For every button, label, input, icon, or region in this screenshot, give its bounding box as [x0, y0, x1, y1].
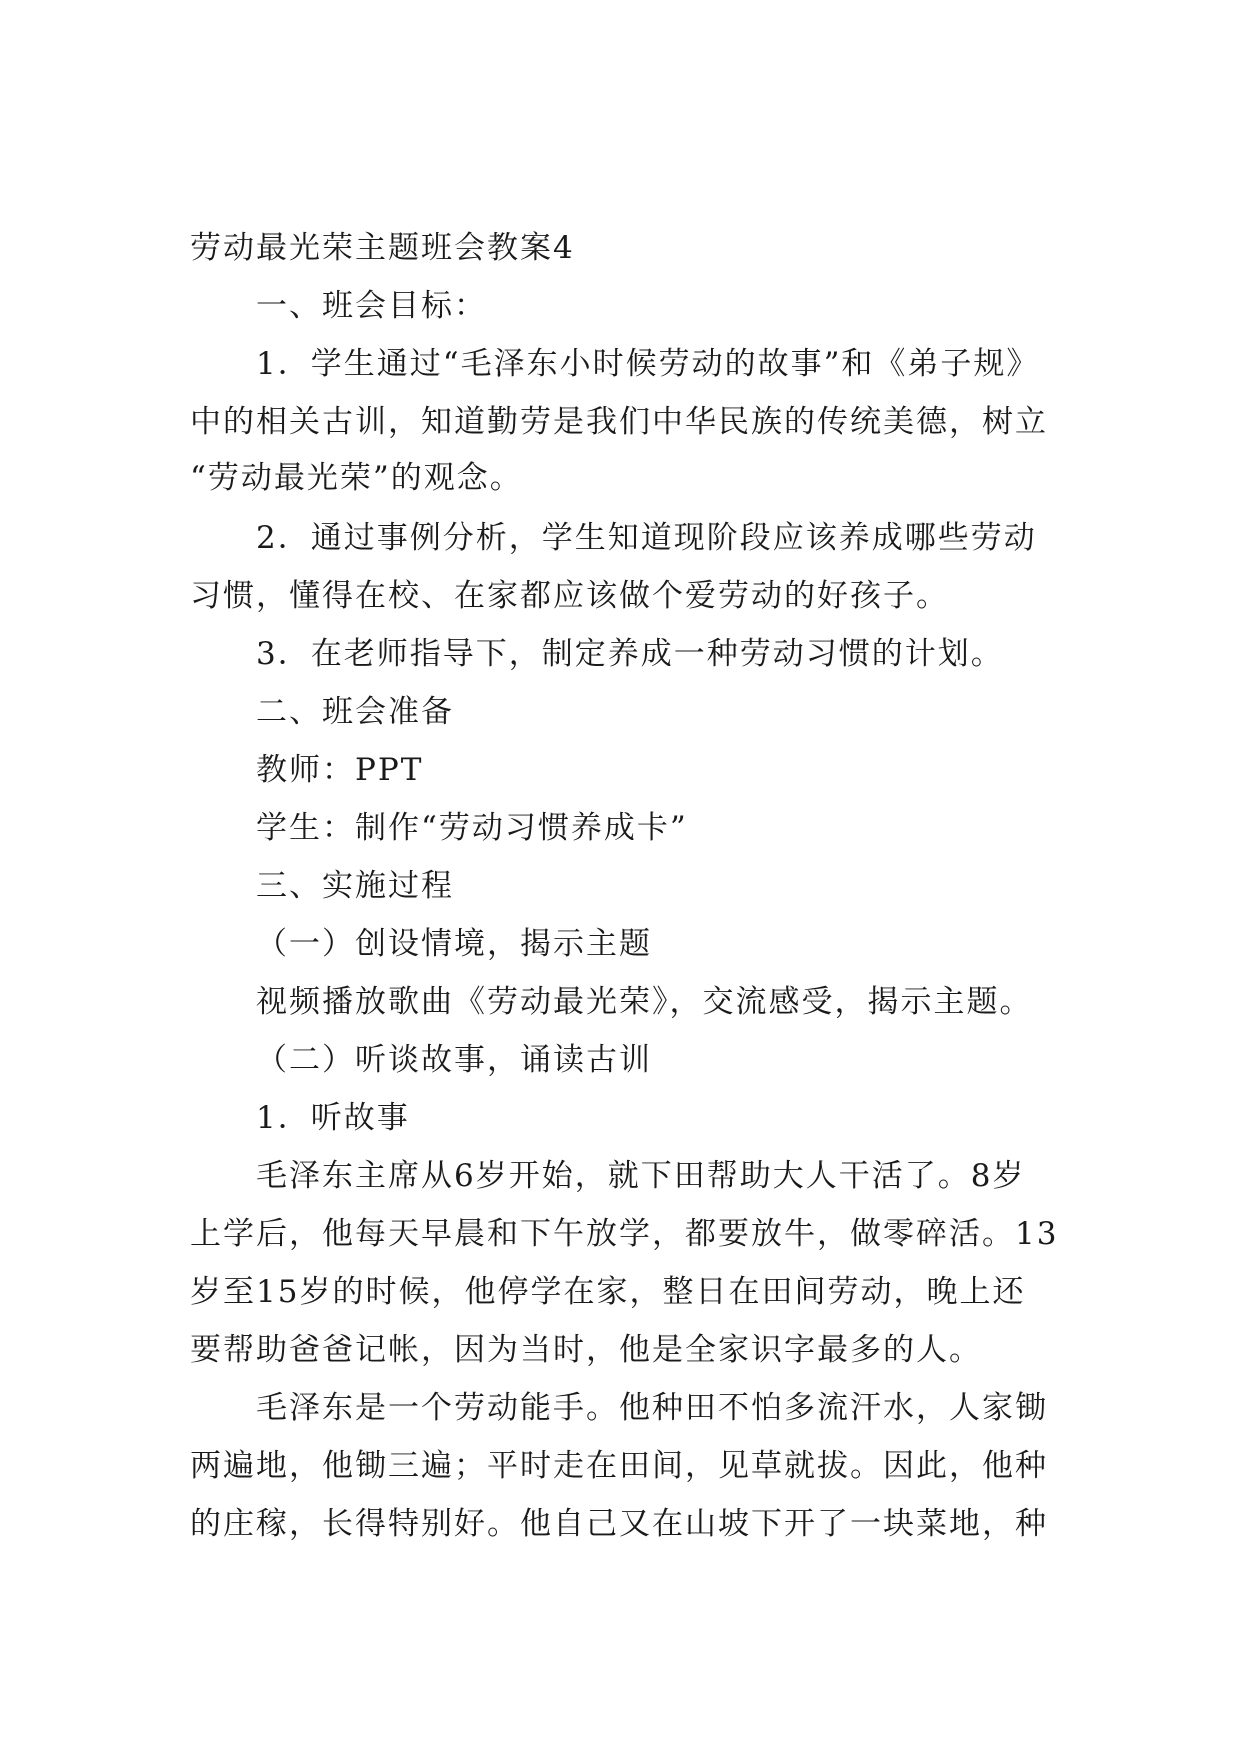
paragraph-line: 1．学生通过“毛泽东小时候劳动的故事”和《弟子规》	[256, 346, 1040, 382]
document-title: 劳动最光荣主题班会教案4	[190, 230, 575, 266]
paragraph-line: 要帮助爸爸记帐，因为当时，他是全家识字最多的人。	[190, 1332, 982, 1368]
paragraph-line: 3．在老师指导下，制定养成一种劳动习惯的计划。	[256, 636, 1004, 672]
paragraph-line: 视频播放歌曲《劳动最光荣》，交流感受，揭示主题。	[256, 984, 1033, 1020]
paragraph-line: 岁至15岁的时候，他停学在家，整日在田间劳动，晚上还	[190, 1274, 1026, 1310]
subsection-heading: （二）听谈故事，诵读古训	[256, 1042, 652, 1078]
subsection-heading: （一）创设情境，揭示主题	[256, 926, 652, 962]
paragraph-line: 学生：制作“劳动习惯养成卡”	[256, 810, 688, 846]
paragraph-line: 2．通过事例分析，学生知道现阶段应该养成哪些劳动	[256, 520, 1037, 556]
paragraph-line: 中的相关古训，知道勤劳是我们中华民族的传统美德，树立	[190, 404, 1048, 440]
paragraph-line: 毛泽东是一个劳动能手。他种田不怕多流汗水，人家锄	[256, 1390, 1048, 1426]
paragraph-line: 两遍地，他锄三遍；平时走在田间，见草就拔。因此，他种	[190, 1448, 1048, 1484]
subsection-heading: 1．听故事	[256, 1100, 410, 1136]
paragraph-line: 的庄稼，长得特别好。他自己又在山坡下开了一块菜地，种	[190, 1506, 1048, 1542]
section-heading: 一、班会目标：	[256, 288, 487, 324]
section-heading: 二、班会准备	[256, 694, 454, 730]
paragraph-line: 上学后，他每天早晨和下午放学，都要放牛，做零碎活。13	[190, 1216, 1059, 1252]
paragraph-line: 毛泽东主席从6岁开始，就下田帮助大人干活了。8岁	[256, 1158, 1026, 1194]
paragraph-line: 教师：PPT	[256, 752, 424, 788]
section-heading: 三、实施过程	[256, 868, 454, 904]
paragraph-line: 习惯，懂得在校、在家都应该做个爱劳动的好孩子。	[190, 578, 949, 614]
paragraph-line: “劳动最光荣”的观念。	[190, 460, 523, 496]
